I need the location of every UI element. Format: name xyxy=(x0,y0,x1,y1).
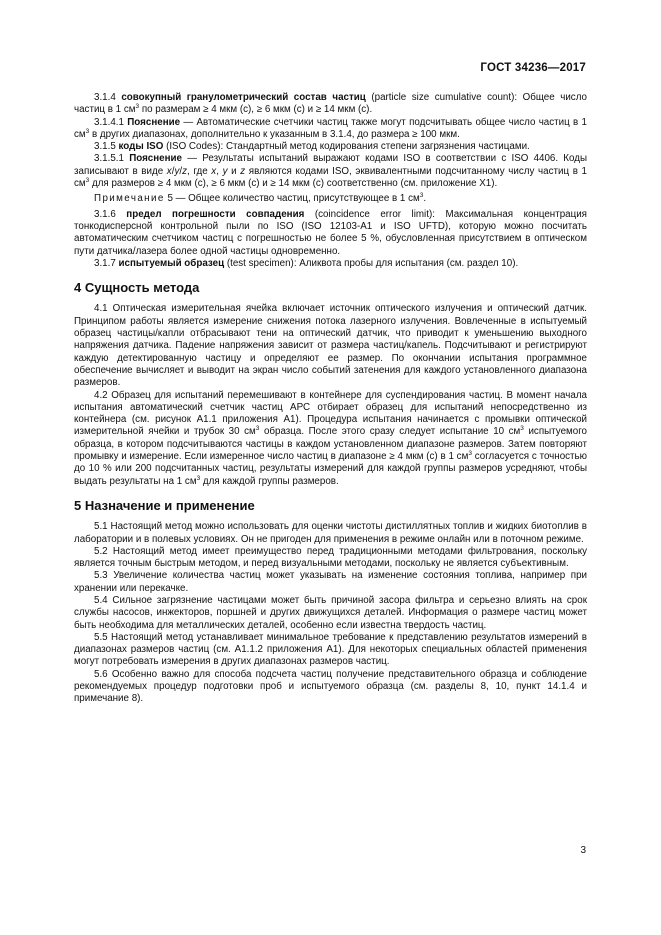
clause-paragraph: 3.1.5.1 Пояснение — Результаты испытаний выражают кодами ISO в соответствии с ISO 4406. Коды записывают в виде x/y/z, где x, y и z являются кодами ISO, эквивалентными подсчитанному числу частиц в 1 $см^3$ для размеров ≥ 4 мкм (с), ≥ 6 мкм (с) и ≥ 14 мкм (с) соответственно (см. приложение Х1). xyxy=(74,153,587,190)
clause-paragraph: 5.4 Сильное загрязнение частицами может быть причиной засора фильтра и серьезно влиять на срок службы насосов, инжекторов, поршней и других движущихся деталей. Информация о размере частиц может быть необходима для металлических деталей, особенно если известна твердость частиц. xyxy=(74,594,587,631)
clause-paragraph: 4.1 Оптическая измерительная ячейка включает источник оптического излучения и оптический датчик. Принципом работы является измерение снижения потока лазерного излучения. Вовлеченные в испытуемый образец частицы/капли отбрасывают тени на оптический датчик, что приводит к уменьшению выходного напряжения датчика. Падение напряжения зависит от размера частиц/капель. Подсчитывают и регистрируют каждую детектированную частицу и определяют ее размер. По окончании испытания программное обеспечение вычисляет и выводит на экран число событий затенения для каждого установленного диапазона размеров. xyxy=(74,303,587,389)
clause-paragraph: 3.1.7 испытуемый образец (test specimen): Аликвота пробы для испытания (см. раздел 10). xyxy=(94,257,519,269)
page-number: 3 xyxy=(580,845,586,856)
clause-paragraph: 3.1.6 предел погрешности совпадения (coincidence error limit): Максимальная концентрация тонкодисперсной контрольной пыли по ISO (ISO 12103-A1 и ISO UFTD), которую можно посчитать автоматическим счетчиком частиц с погрешностью не более 5 %, обусловленная присутствием в оптическом пути датчика/лазера более одной частицы одновременно. xyxy=(74,208,587,257)
clause-paragraph: 5.5 Настоящий метод устанавливает минимальное требование к представлению результатов измерений в диапазонах размеров частиц (см. А1.1.2 приложения А1). Для некоторых специальных областей применения могут потребовать измерения в других диапазонах размеров частиц. xyxy=(74,631,587,668)
clause-paragraph: 3.1.5 коды ISO (ISO Codes): Стандартный метод кодирования степени загрязнения частицами. xyxy=(94,141,530,153)
clause-paragraph: 3.1.4.1 Пояснение — Автоматические счетчики частиц также могут подсчитывать общее число частиц в 1 $см^3$ в других диапазонах, дополнительно к указанным в 3.1.4, до размера ≥ 100 мкм. xyxy=(74,116,587,140)
section-heading: 4 Сущность метода xyxy=(74,280,200,296)
clause-paragraph: 5.2 Настоящий метод имеет преимущество перед традиционными методами фильтрования, поскольку является точным быстрым методом, и перед визуальными методами, поскольку не является субъективным. xyxy=(74,545,587,570)
clause-paragraph: 3.1.4 совокупный гранулометрический состав частиц (particle size cumulative count): Общее число частиц в 1 $см^3$ по размерам ≥ 4 мкм (с), ≥ 6 мкм (с) и ≥ 14 мкм (с). xyxy=(74,92,587,116)
clause-paragraph: 5.6 Особенно важно для способа подсчета частиц получение представительного образца и соблюдение рекомендуемых процедур подготовки проб и испытуемого образца (см. разделы 8, 10, пункт 14.1.4 и примечание 8). xyxy=(74,668,587,705)
clause-paragraph: 4.2 Образец для испытаний перемешивают в контейнере для суспендирования частиц. В момент начала испытания автоматический счетчик частиц АРС отбирает образец для испытаний непосредственно из контейнера (см. рисунок А1.1 приложения А1). Процедура испытания начинается с промывки оптической измерительной ячейки и трубок 30 $см^3$ образца. После этого сразу следует испытание 10 $см^3$ испытуемого образца, в котором подсчитываются частицы в каждом установленном диапазоне размеров. Затем повторяют промывку и измерение. Если измеренное число частиц в диапазоне ≥ 4 мкм (с) в 1 $см^3$ согласуется с точностью до 10 % или 200 подсчитанных частиц, результаты измерений для каждой группы размеров усредняют, чтобы выдать результаты на 1 $см^3$ для каждой группы размеров. xyxy=(74,389,588,487)
note-paragraph: Примечание 5 — Общее количество частиц, присутствующее в 1 $см^3$. xyxy=(94,192,427,205)
standard-code-header: ГОСТ 34236—2017 xyxy=(480,62,586,74)
document-body xyxy=(74,92,587,706)
clause-paragraph: 5.1 Настоящий метод можно использовать для оценки чистоты дистиллятных топлив и жидких биотоплив в лаборатории и в полевых условиях. Он не пригоден для применения в режиме онлайн или в поточном режиме. xyxy=(74,521,587,545)
section-heading: 5 Назначение и применение xyxy=(74,497,255,513)
clause-paragraph: 5.3 Увеличение количества частиц может указывать на изменение состояния топлива, например при хранении или перекачке. xyxy=(74,570,587,594)
